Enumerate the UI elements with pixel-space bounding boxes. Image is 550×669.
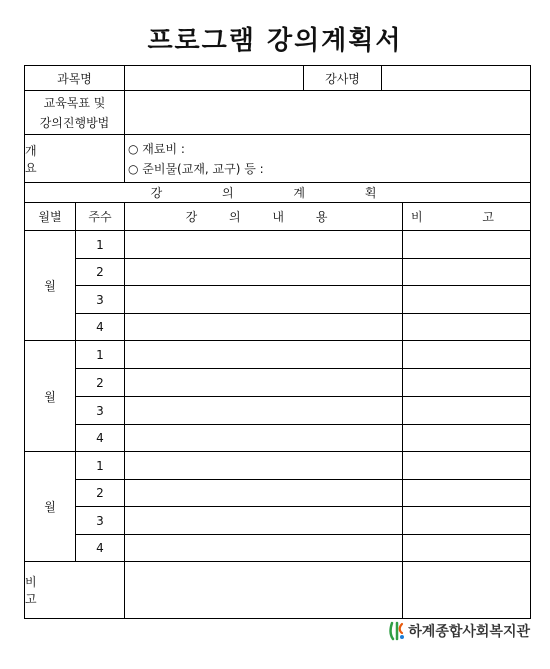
- document-title: 프로그램 강의계획서: [147, 26, 403, 56]
- week-content-cell[interactable]: [125, 397, 403, 425]
- week-remarks-cell[interactable]: [403, 452, 530, 480]
- month-label: 월: [25, 341, 76, 452]
- lecture-plan-table: [24, 65, 531, 619]
- week-content-cell[interactable]: [125, 480, 403, 507]
- week-number: 4: [76, 314, 125, 341]
- week-column-header: 주수: [76, 203, 125, 231]
- materials-fee-line: ○ 재료비 :: [128, 141, 185, 156]
- week-number: 4: [76, 535, 125, 562]
- overview-value[interactable]: [125, 135, 530, 183]
- week-number: 2: [76, 259, 125, 286]
- week-remarks-cell[interactable]: [403, 259, 530, 286]
- week-number: 2: [76, 369, 125, 397]
- goal-value[interactable]: [125, 91, 530, 135]
- week-remarks-cell[interactable]: [403, 314, 530, 341]
- week-remarks-cell[interactable]: [403, 231, 530, 259]
- week-remarks-cell[interactable]: [403, 507, 530, 535]
- week-content-cell[interactable]: [125, 231, 403, 259]
- instructor-name-label: 강사명: [304, 66, 382, 91]
- week-remarks-cell[interactable]: [403, 535, 530, 562]
- goal-label: [25, 91, 125, 135]
- month-column-header: 월별: [25, 203, 76, 231]
- organization-footer: [388, 621, 530, 641]
- week-content-cell[interactable]: [125, 507, 403, 535]
- week-remarks-cell[interactable]: [403, 480, 530, 507]
- week-content-cell[interactable]: [125, 314, 403, 341]
- week-number: 2: [76, 480, 125, 507]
- week-content-cell[interactable]: [125, 425, 403, 452]
- overview-label: 개 요: [25, 135, 125, 183]
- bottom-remarks-extra[interactable]: [403, 562, 530, 618]
- materials-supplies-line: ○ 준비물(교재, 교구) 등 :: [128, 161, 264, 176]
- course-name-value[interactable]: [125, 66, 304, 91]
- bottom-remarks-content[interactable]: [125, 562, 403, 618]
- week-number: 3: [76, 507, 125, 535]
- instructor-name-value[interactable]: [382, 66, 530, 91]
- week-number: 1: [76, 231, 125, 259]
- week-content-cell[interactable]: [125, 452, 403, 480]
- goal-label-line1: 교육목표 및: [43, 95, 106, 110]
- week-remarks-cell[interactable]: [403, 286, 530, 314]
- week-remarks-cell[interactable]: [403, 369, 530, 397]
- month-label: 월: [25, 452, 76, 562]
- month-label: 월: [25, 231, 76, 341]
- week-remarks-cell[interactable]: [403, 341, 530, 369]
- organization-logo-icon: [388, 621, 406, 641]
- week-number: 3: [76, 397, 125, 425]
- bottom-remarks-label: 비 고: [25, 562, 125, 618]
- week-content-cell[interactable]: [125, 535, 403, 562]
- week-remarks-cell[interactable]: [403, 397, 530, 425]
- week-content-cell[interactable]: [125, 259, 403, 286]
- week-content-cell[interactable]: [125, 369, 403, 397]
- week-number: 3: [76, 286, 125, 314]
- content-column-header: 강 의 내 용: [125, 203, 403, 231]
- week-content-cell[interactable]: [125, 341, 403, 369]
- week-number: 4: [76, 425, 125, 452]
- goal-label-line2: 강의진행방법: [39, 115, 110, 130]
- plan-header: 강 의 계 획: [25, 183, 530, 203]
- week-content-cell[interactable]: [125, 286, 403, 314]
- week-remarks-cell[interactable]: [403, 425, 530, 452]
- remarks-column-header: 비 고: [403, 203, 530, 231]
- week-number: 1: [76, 341, 125, 369]
- course-name-label: 과목명: [25, 66, 125, 91]
- week-number: 1: [76, 452, 125, 480]
- organization-name: 하계종합사회복지관: [408, 624, 530, 640]
